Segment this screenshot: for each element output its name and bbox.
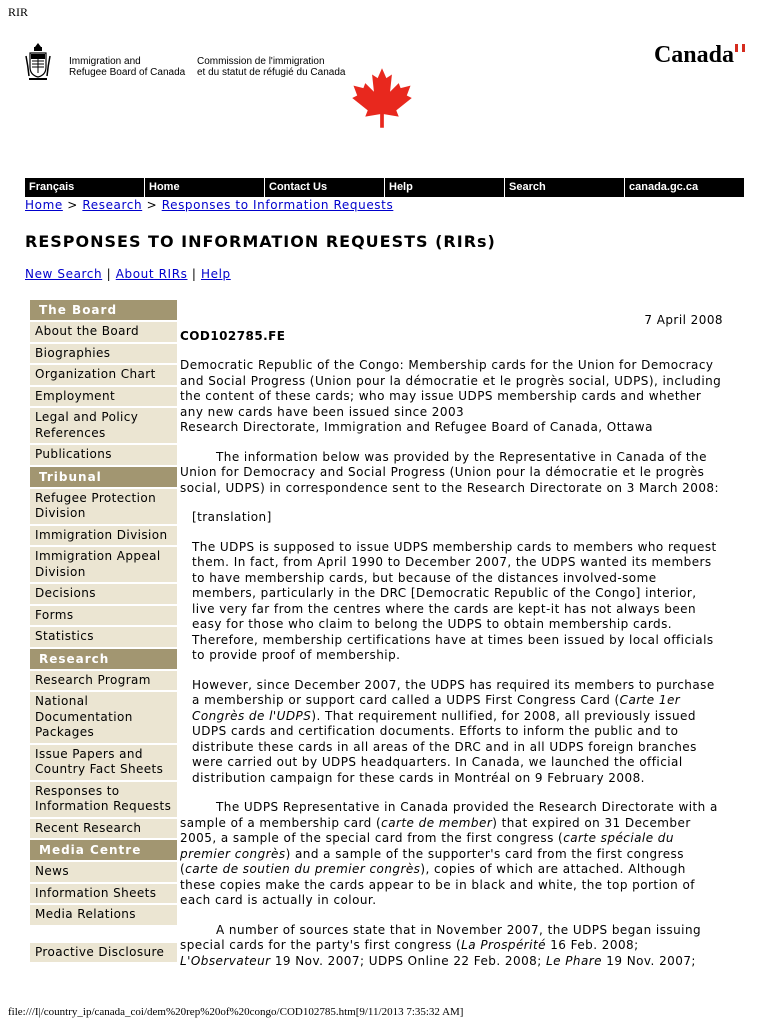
nav-header-board: The Board — [30, 300, 177, 320]
page-title: RESPONSES TO INFORMATION REQUESTS (RIRs) — [25, 232, 496, 251]
quote-paragraph-1: The UDPS is supposed to issue UDPS membership cards to members who request them. In fact, from April 1990 to December 2007, the UDPS wanted its members to have membership cards, but because of the distances involved-some members, particularly in the DRC [Democratic Republic of the Congo] interior, live very far from the centres where the cards are kept-it has not always been easy for those who claim to belong the UDPS to obtain membership cards. Therefore, membership certifications have at times been issued by local officials to provide proof of membership. — [192, 539, 717, 662]
translation-note: [translation] — [192, 510, 272, 524]
nav-item-recent-research[interactable]: Recent Research — [30, 819, 177, 839]
breadcrumb: Home > Research > Responses to Information Requests — [25, 198, 394, 212]
menu-search[interactable]: Search — [505, 178, 625, 197]
canada-wordmark: Canada — [654, 42, 745, 69]
menu-contact-us[interactable]: Contact Us — [265, 178, 385, 197]
left-sidebar-nav — [30, 300, 177, 964]
nav-item-statistics[interactable]: Statistics — [30, 627, 177, 647]
menu-francais[interactable]: Français — [25, 178, 145, 197]
menu-canada-gc-ca[interactable]: canada.gc.ca — [629, 181, 699, 193]
new-search-link[interactable]: New Search — [25, 267, 103, 281]
nav-item-immigration-division[interactable]: Immigration Division — [30, 526, 177, 546]
nav-item-organization-chart[interactable]: Organization Chart — [30, 365, 177, 385]
nav-item-information-sheets[interactable]: Information Sheets — [30, 884, 177, 904]
nav-header-media: Media Centre — [30, 840, 177, 860]
nav-item-proactive-disclosure[interactable]: Proactive Disclosure — [30, 943, 177, 963]
document-subject: Democratic Republic of the Congo: Membership cards for the Union for Democracy and Social Progress (Union pour la démocratie et le progrès social, UDPS), including the content of these cards; who may issue UDPS membership cards and whether any new cards have been issued since 2003 — [180, 358, 722, 419]
nav-item-refugee-protection[interactable]: Refugee Protection Division — [30, 489, 177, 524]
breadcrumb-home[interactable]: Home — [25, 198, 63, 212]
nav-item-employment[interactable]: Employment — [30, 387, 177, 407]
nav-item-immigration-appeal[interactable]: Immigration Appeal Division — [30, 547, 177, 582]
nav-item-forms[interactable]: Forms — [30, 606, 177, 626]
nav-item-biographies[interactable]: Biographies — [30, 344, 177, 364]
nav-item-national-documentation[interactable]: National Documentation Packages — [30, 692, 177, 743]
department-name-fr: Commission de l'immigration et du statut de réfugié du Canada — [197, 56, 346, 78]
document-body — [180, 313, 723, 969]
nav-header-tribunal: Tribunal — [30, 467, 177, 487]
nav-item-issue-papers[interactable]: Issue Papers and Country Fact Sheets — [30, 745, 177, 780]
nav-item-legal-policy[interactable]: Legal and Policy References — [30, 408, 177, 443]
rir-links: New Search | About RIRs | Help — [25, 267, 231, 281]
print-header: RIR — [8, 5, 29, 19]
nav-item-publications[interactable]: Publications — [30, 445, 177, 465]
document-code: COD102785.FE — [180, 328, 286, 343]
department-name-en: Immigration and Refugee Board of Canada — [69, 56, 186, 78]
coat-of-arms-icon — [25, 42, 51, 82]
print-footer: file:///I|/country_ip/canada_coi/dem%20rep%20of%20congo/COD102785.htm[9/11/2013 7:35:32 AM] — [8, 1006, 464, 1018]
nav-item-media-relations[interactable]: Media Relations — [30, 905, 177, 925]
document-source: Research Directorate, Immigration and Refugee Board of Canada, Ottawa — [180, 420, 653, 434]
nav-spacer — [30, 927, 177, 943]
quote-paragraph-2: However, since December 2007, the UDPS has required its members to purchase a membership or support card called a UDPS First Congress Card (Carte 1er Congrès de l'UDPS). That requirement nullified, for 2008, all previously issued UDPS cards and certification documents. Efforts to inform the public and to distribute these cards in all areas of the DRC and in all UDPS foreign branches were carried out by UDPS headquarters. In Canada, we launched the official distribution campaign for these cards in Montréal on 9 February 2008. — [192, 677, 715, 785]
nav-item-responses-rir[interactable]: Responses to Information Requests — [30, 782, 177, 817]
maple-leaf-icon — [351, 67, 413, 129]
nav-item-research-program[interactable]: Research Program — [30, 671, 177, 691]
paragraph-4: A number of sources state that in November 2007, the UDPS began issuing special cards for the party's first congress (La Prospérité 16 Feb. 2008; L'Observateur 19 Nov. 2007; UDPS Online 22 Feb. 2008; Le Phare 19 Nov. 2007; — [180, 922, 702, 968]
help-link[interactable]: Help — [200, 267, 231, 281]
top-menu-bar — [25, 178, 744, 197]
nav-item-decisions[interactable]: Decisions — [30, 584, 177, 604]
about-rirs-link[interactable]: About RIRs — [115, 267, 188, 281]
fip-header — [25, 42, 745, 172]
flag-icon — [735, 44, 745, 52]
paragraph-3: The UDPS Representative in Canada provided the Research Directorate with a sample of a membership card (carte de member) that expired on 31 December 2005, a sample of the special card from the first congress (carte spéciale du premier congrès) and a sample of the supporter's card from the first congress (carte de soutien du premier congrès), copies of which are attached. Although these copies make the cards appear to be in black and white, the top portion of each card is actually in colour. — [180, 800, 718, 907]
breadcrumb-research[interactable]: Research — [82, 198, 143, 212]
breadcrumb-rir[interactable]: Responses to Information Requests — [161, 198, 394, 212]
menu-home[interactable]: Home — [145, 178, 265, 197]
nav-item-news[interactable]: News — [30, 862, 177, 882]
nav-item-about-board[interactable]: About the Board — [30, 322, 177, 342]
intro-paragraph: The information below was provided by the Representative in Canada of the Union for Democracy and Social Progress (Union pour la démocratie et le progrès social, UDPS) in correspondence sent to the Research Directorate on 3 March 2008: — [180, 449, 719, 495]
nav-header-research: Research — [30, 649, 177, 669]
menu-help[interactable]: Help — [385, 178, 505, 197]
document-date: 7 April 2008 — [644, 313, 723, 327]
